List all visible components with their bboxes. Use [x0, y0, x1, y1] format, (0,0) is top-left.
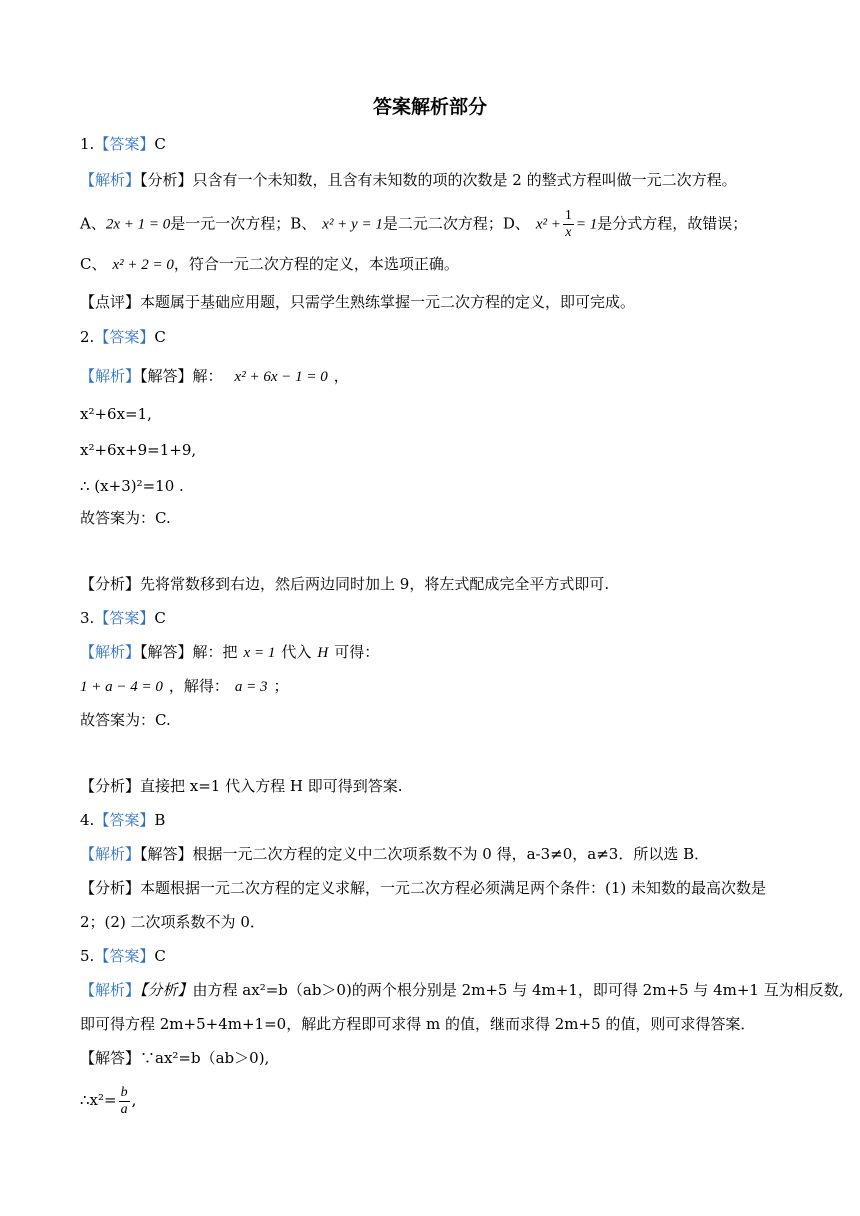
explain-tag: 【解析】 [80, 643, 141, 661]
q1-option-d-text: 是分式方程，故错误； [597, 214, 748, 233]
q1-comment-text: 本题属于基础应用题，只需学生熟练掌握一元二次方程的定义，即可完成。 [140, 293, 636, 311]
q1-options-line [80, 208, 820, 241]
q2-conclusion: 故答案为：C. [80, 509, 171, 527]
answer-tag: 【答案】 [94, 609, 155, 627]
q5-number: 5. [80, 947, 95, 965]
q5-analysis-line [80, 980, 844, 1000]
answer-tag: 【答案】 [94, 811, 155, 829]
answer-tag: 【答案】 [94, 328, 155, 346]
q1-option-d-equation-pre: x² + [535, 216, 561, 233]
q3-sol-text-c: 可得： [334, 643, 380, 661]
q3-solve-text: ，解得： [168, 677, 229, 695]
q5-analysis-line-2: 即可得方程 2m+5+4m+1=0，解此方程即可求得 m 的值，继而求得 2m+5 的值，则可求得答案． [80, 1015, 756, 1033]
q3-solve-line [80, 676, 820, 697]
q5-solution-line [80, 1048, 820, 1068]
q4-answer-line [80, 810, 820, 830]
analysis-tag: 【分析】 [140, 981, 193, 999]
q1-explain-line [80, 170, 820, 190]
q5-last-suffix: , [131, 1091, 137, 1109]
q2-number: 2. [80, 328, 95, 346]
q1-option-b-text: 是二元二次方程；D、 [382, 214, 530, 233]
q2-step-3: ∴ (x+3)²=10 . [80, 477, 184, 495]
q1-option-c-label: C、 [80, 255, 107, 273]
q2-step-2: x²+6x+9=1+9, [80, 441, 197, 459]
q3-conclusion: 故答案为：C. [80, 711, 171, 729]
analysis-tag: 【分析】 [80, 777, 141, 795]
q3-sol-h: H [317, 645, 329, 661]
q1-option-d-equation-post: = 1 [575, 216, 598, 233]
q4-analysis-line-2: 2；(2) 二次项系数不为 0． [80, 913, 265, 931]
q4-number: 4. [80, 811, 95, 829]
explain-tag: 【解析】 [80, 367, 141, 385]
q5-answer: C [154, 947, 166, 965]
q5-fraction [119, 1085, 130, 1118]
q4-solution-text: 根据一元二次方程的定义中二次项系数不为 0 得，a-3≠0，a≠3．所以选 B． [192, 845, 710, 863]
q1-option-c-equation: x² + 2 = 0 [112, 257, 174, 273]
fraction-numerator: b [120, 1084, 128, 1100]
explain-tag: 【解析】 [80, 981, 141, 999]
q5-analysis-text-1: 由方程 ax²=b（ab＞0)的两个根分别是 2m+5 与 4m+1，即可得 2m+5 与 4m+1 互为相反数, [192, 981, 844, 999]
q5-last-line [80, 1080, 820, 1120]
q1-option-d-fraction [563, 208, 574, 241]
explain-tag: 【解析】 [80, 171, 141, 189]
q2-analysis-line [80, 574, 820, 594]
q3-analysis-text: 直接把 x=1 代入方程 H 即可得到答案. [140, 777, 403, 795]
q3-result-equation: a = 3 [234, 679, 268, 695]
solution-tag: 【解答】 [140, 367, 193, 385]
fraction-denominator: x [565, 225, 572, 240]
fraction-denominator: a [120, 1101, 128, 1117]
q3-answer: C [154, 609, 166, 627]
q1-option-a-equation: 2x + 1 = 0 [105, 216, 171, 233]
q2-step-1: x²+6x=1, [80, 405, 152, 423]
q4-answer: B [154, 811, 166, 829]
q1-analysis-text: 只含有一个未知数，且含有未知数的项的次数是 2 的整式方程叫做一元二次方程。 [192, 171, 737, 189]
q2-analysis-text: 先将常数移到右边，然后两边同时加上 9，将左式配成完全平方式即可. [140, 575, 610, 593]
q4-analysis-line [80, 878, 820, 898]
solution-tag: 【解答】 [140, 643, 193, 661]
q1-comment-line [80, 292, 820, 312]
q3-solution-line [80, 642, 820, 663]
q3-solve-end: ； [273, 677, 289, 695]
q5-last-prefix: ∴x²= [80, 1091, 117, 1109]
fraction-numerator: 1 [564, 208, 572, 223]
answer-tag: 【答案】 [94, 947, 155, 965]
q3-sol-equation: x = 1 [243, 645, 276, 661]
q3-equation: 1 + a − 4 = 0 [80, 679, 163, 695]
explain-tag: 【解析】 [80, 845, 141, 863]
solution-tag: 【解答】 [80, 1049, 141, 1067]
q3-answer-line [80, 608, 820, 628]
comment-tag: 【点评】 [80, 293, 141, 311]
q3-analysis-line [80, 776, 820, 796]
q3-sol-text-a: 解：把 [192, 643, 238, 661]
analysis-tag: 【分析】 [140, 171, 193, 189]
q2-answer: C [154, 328, 166, 346]
q1-option-c-text: ，符合一元二次方程的定义，本选项正确。 [173, 255, 459, 273]
analysis-tag: 【分析】 [80, 575, 141, 593]
q5-answer-line [80, 946, 820, 966]
q4-solution-line [80, 844, 820, 864]
q5-solution-text: ∵ax²=b（ab＞0), [140, 1049, 270, 1067]
analysis-tag: 【分析】 [80, 879, 141, 897]
q4-analysis-text-1: 本题根据一元二次方程的定义求解，一元二次方程必须满足两个条件：(1) 未知数的最高次数是 [140, 879, 767, 897]
q3-number: 3. [80, 609, 95, 627]
q3-sol-text-b: 代入 [281, 643, 312, 661]
q1-answer-line [80, 134, 820, 154]
q2-answer-line [80, 327, 820, 347]
q1-answer: C [154, 135, 166, 153]
q2-sol-suffix: ， [333, 367, 349, 385]
q1-option-b-equation: x² + y = 1 [322, 216, 383, 233]
q1-option-a-label: A、 [80, 214, 106, 233]
q2-sol-prefix: 解： [192, 367, 223, 385]
q2-sol-equation: x² + 6x − 1 = 0 [234, 369, 328, 385]
q1-option-c-line [80, 254, 820, 275]
solution-tag: 【解答】 [140, 845, 193, 863]
page-title: 答案解析部分 [372, 96, 487, 118]
answer-tag: 【答案】 [94, 135, 155, 153]
q1-option-a-text: 是一元一次方程；B、 [170, 214, 317, 233]
q1-number: 1. [80, 135, 95, 153]
q2-solution-line [80, 366, 820, 387]
